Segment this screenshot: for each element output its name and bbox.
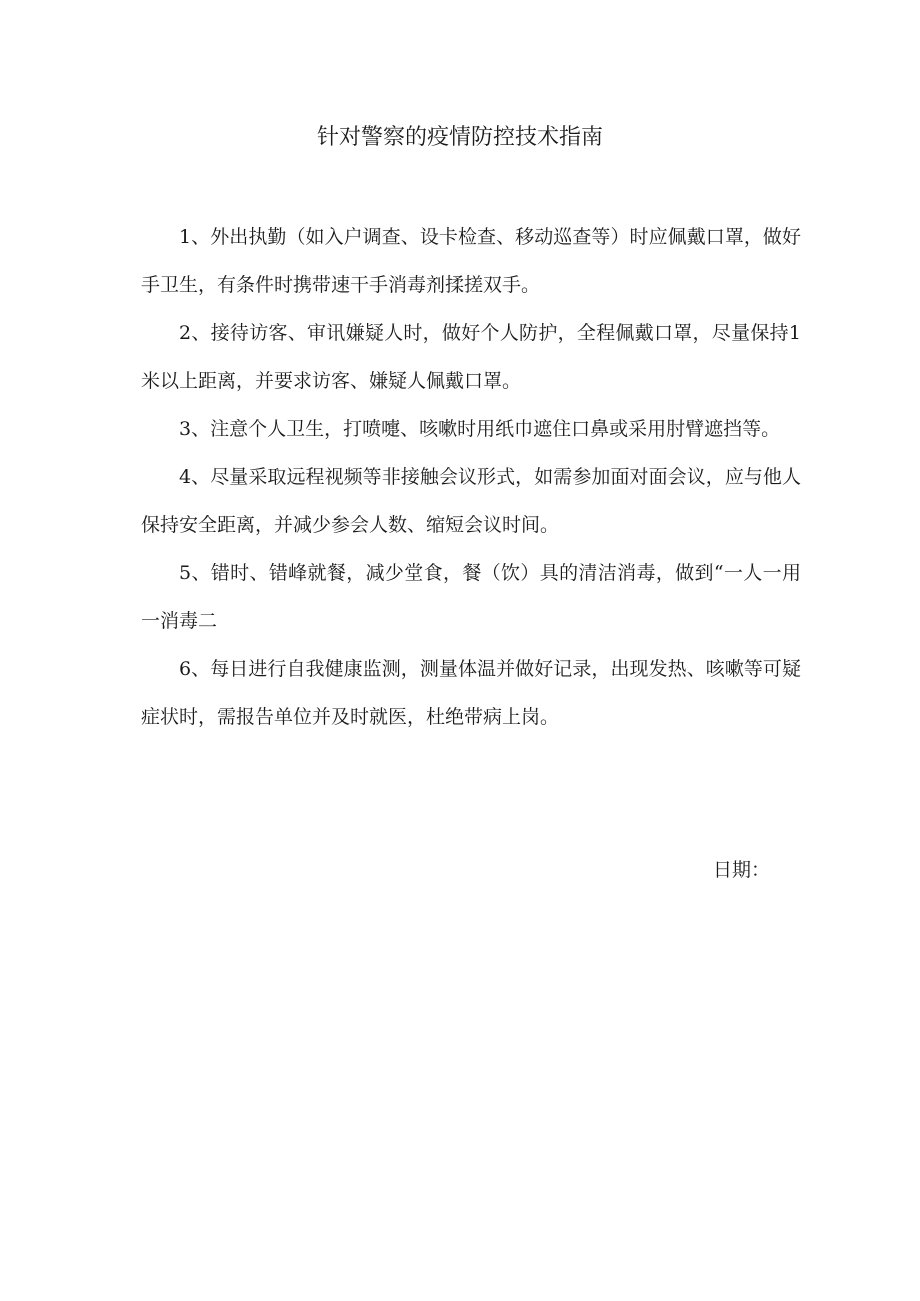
paragraph-6: 6、每日进行自我健康监测，测量体温并做好记录，出现发热、咳嗽等可疑症状时，需报告单位并及时就医，杜绝带病上岗。 — [141, 658, 801, 728]
document-title: 针对警察的疫情防控技术指南 — [316, 125, 603, 150]
paragraph-2: 2、接待访客、审讯嫌疑人时，做好个人防护，全程佩戴口罩，尽量保持1米以上距离，并要求访客、嫌疑人佩戴口罩。 — [141, 322, 801, 392]
paragraph-1: 1、外出执勤（如入户调查、设卡检查、移动巡查等）时应佩戴口罩，做好手卫生，有条件时携带速干手消毒剂揉搓双手。 — [141, 226, 801, 296]
paragraph-5: 5、错时、错峰就餐，减少堂食，餐（饮）具的清洁消毒，做到“一人一用一消毒二 — [141, 562, 801, 632]
date-label: 日期： — [712, 859, 770, 881]
document-body — [141, 213, 801, 741]
paragraph-4: 4、尽量采取远程视频等非接触会议形式，如需参加面对面会议，应与他人保持安全距离，并减少参会人数、缩短会议时间。 — [141, 466, 801, 536]
paragraph-3: 3、注意个人卫生，打喷嚏、咳嗽时用纸巾遮住口鼻或采用肘臂遮挡等。 — [179, 418, 781, 440]
